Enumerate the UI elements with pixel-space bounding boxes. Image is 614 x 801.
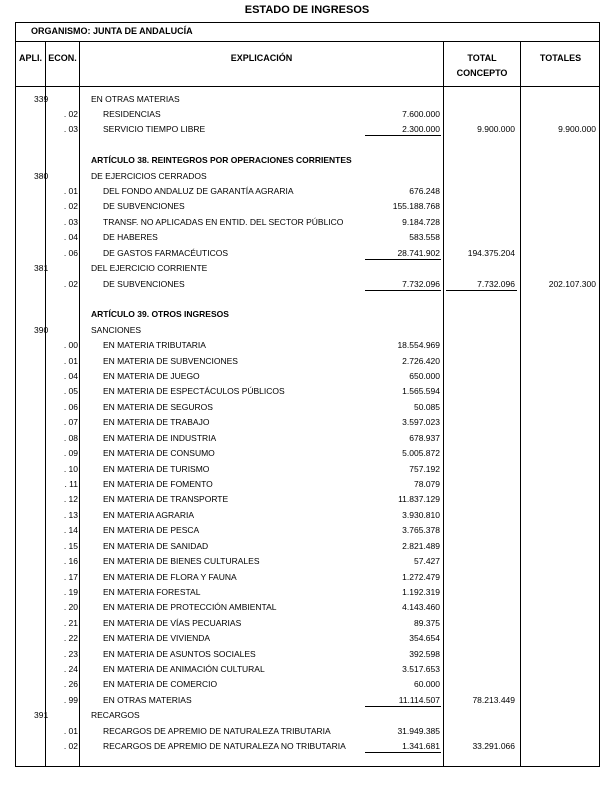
cell-explicacion: EN MATERIA DE TRABAJO bbox=[103, 417, 210, 428]
cell-importe: 78.079 bbox=[414, 479, 440, 489]
cell-importe: 18.554.969 bbox=[397, 340, 440, 351]
cell-explicacion: EN MATERIA AGRARIA bbox=[103, 509, 195, 520]
subtotal-rule bbox=[446, 290, 517, 291]
cell-econ: . 02 bbox=[63, 201, 78, 212]
cell-econ: . 24 bbox=[63, 664, 78, 675]
cell-explicacion: EN MATERIA DE FOMENTO bbox=[103, 479, 213, 489]
cell-explicacion: ARTÍCULO 38. REINTEGROS POR OPERACIONES CORRIENTES bbox=[91, 155, 352, 166]
cell-explicacion: ARTÍCULO 39. OTROS INGRESOS bbox=[91, 309, 229, 320]
table-row bbox=[0, 323, 614, 338]
cell-explicacion: EN MATERIA FORESTAL bbox=[103, 586, 201, 597]
cell-apli: 339 bbox=[34, 93, 49, 104]
cell-importe: 757.192 bbox=[409, 463, 440, 474]
cell-econ: . 02 bbox=[63, 108, 78, 119]
cell-explicacion: EN MATERIA DE SUBVENCIONES bbox=[103, 355, 238, 366]
table-row bbox=[0, 230, 614, 245]
cell-econ: . 04 bbox=[63, 371, 78, 382]
cell-explicacion: EN MATERIA DE BIENES CULTURALES bbox=[103, 556, 260, 567]
subtotal-rule bbox=[365, 290, 441, 291]
cell-econ: . 02 bbox=[63, 741, 78, 752]
table-row bbox=[0, 246, 614, 261]
cell-total-concepto: 7.732.096 bbox=[477, 278, 515, 289]
cell-explicacion: EN MATERIA DE VIVIENDA bbox=[103, 633, 211, 644]
cell-econ: . 08 bbox=[63, 432, 78, 443]
cell-explicacion: EN MATERIA DE INDUSTRIA bbox=[103, 432, 217, 443]
cell-apli: 380 bbox=[34, 170, 49, 181]
table-row bbox=[0, 338, 614, 353]
table-row bbox=[0, 600, 614, 615]
cell-econ: . 22 bbox=[63, 633, 78, 644]
cell-explicacion: EN MATERIA DE SEGUROS bbox=[103, 401, 213, 412]
table-row bbox=[0, 92, 614, 107]
table-row bbox=[0, 292, 614, 307]
cell-totales: 202.107.300 bbox=[548, 278, 596, 289]
cell-explicacion: DE EJERCICIOS CERRADOS bbox=[91, 170, 207, 181]
table-row bbox=[0, 708, 614, 723]
cell-econ: . 06 bbox=[63, 247, 78, 258]
cell-importe: 650.000 bbox=[409, 371, 440, 382]
table-row bbox=[0, 554, 614, 569]
cell-explicacion: DE SUBVENCIONES bbox=[103, 278, 185, 289]
cell-importe: 11.837.129 bbox=[398, 494, 440, 505]
subtotal-rule bbox=[365, 706, 441, 707]
cell-econ: . 17 bbox=[63, 571, 78, 582]
cell-importe: 1.565.594 bbox=[402, 386, 440, 397]
table-row bbox=[0, 415, 614, 430]
table-row bbox=[0, 199, 614, 214]
cell-total-concepto: 9.900.000 bbox=[477, 124, 515, 135]
cell-econ: . 02 bbox=[63, 278, 78, 289]
table-row bbox=[0, 585, 614, 600]
table-row bbox=[0, 616, 614, 631]
cell-explicacion: DEL FONDO ANDALUZ DE GARANTÍA AGRARIA bbox=[103, 186, 294, 197]
header-explicacion: EXPLICACIÓN bbox=[230, 53, 293, 63]
cell-importe: 1.272.479 bbox=[402, 571, 440, 582]
cell-econ: . 07 bbox=[63, 417, 78, 428]
cell-econ: . 03 bbox=[63, 216, 78, 227]
cell-explicacion: DEL EJERCICIO CORRIENTE bbox=[91, 263, 208, 274]
cell-importe: 583.558 bbox=[409, 232, 440, 243]
cell-importe: 3.597.023 bbox=[402, 417, 440, 428]
cell-econ: . 16 bbox=[63, 556, 78, 567]
cell-importe: 676.248 bbox=[409, 186, 440, 197]
cell-importe: 5.005.872 bbox=[402, 448, 440, 459]
table-row bbox=[0, 462, 614, 477]
table-row bbox=[0, 138, 614, 153]
cell-explicacion: EN MATERIA DE ESPECTÁCULOS PÚBLICOS bbox=[103, 386, 285, 397]
organismo-label: ORGANISMO: JUNTA DE ANDALUCÍA bbox=[15, 22, 600, 42]
document-title: ESTADO DE INGRESOS bbox=[244, 4, 370, 16]
cell-importe: 7.600.000 bbox=[402, 108, 440, 119]
cell-importe: 7.732.096 bbox=[402, 278, 440, 289]
cell-importe: 9.184.728 bbox=[402, 216, 440, 227]
cell-importe: 2.300.000 bbox=[402, 124, 440, 135]
cell-importe: 678.937 bbox=[409, 432, 440, 443]
table-row bbox=[0, 647, 614, 662]
table-row bbox=[0, 261, 614, 276]
cell-econ: . 26 bbox=[63, 679, 78, 690]
table-row bbox=[0, 369, 614, 384]
cell-explicacion: EN MATERIA DE TURISMO bbox=[103, 463, 210, 474]
cell-explicacion: SERVICIO TIEMPO LIBRE bbox=[103, 124, 206, 135]
table-row bbox=[0, 400, 614, 415]
table-row bbox=[0, 431, 614, 446]
table-row bbox=[0, 215, 614, 230]
cell-econ: . 14 bbox=[63, 525, 78, 536]
cell-importe: 11.114.507 bbox=[398, 694, 440, 705]
cell-econ: . 13 bbox=[63, 509, 78, 520]
cell-econ: . 01 bbox=[63, 186, 78, 197]
cell-apli: 391 bbox=[34, 710, 49, 721]
table-row bbox=[0, 384, 614, 399]
cell-explicacion: EN MATERIA DE ASUNTOS SOCIALES bbox=[103, 648, 256, 659]
cell-econ: . 23 bbox=[63, 648, 78, 659]
header-totales: TOTALES bbox=[539, 53, 582, 63]
cell-apli: 390 bbox=[34, 324, 49, 335]
cell-econ: . 15 bbox=[63, 540, 78, 551]
cell-explicacion: DE GASTOS FARMACÉUTICOS bbox=[103, 247, 229, 258]
cell-econ: . 10 bbox=[63, 463, 78, 474]
cell-explicacion: EN MATERIA DE FLORA Y FAUNA bbox=[103, 571, 237, 582]
table-row bbox=[0, 508, 614, 523]
cell-importe: 2.726.420 bbox=[402, 355, 440, 366]
cell-explicacion: EN MATERIA DE VÍAS PECUARIAS bbox=[103, 617, 242, 628]
cell-total-concepto: 78.213.449 bbox=[472, 694, 515, 705]
table-row bbox=[0, 539, 614, 554]
cell-econ: . 01 bbox=[63, 725, 78, 736]
cell-econ: . 21 bbox=[63, 617, 78, 628]
cell-importe: 28.741.902 bbox=[397, 247, 440, 258]
cell-importe: 392.598 bbox=[409, 648, 440, 659]
table-row bbox=[0, 277, 614, 292]
cell-importe: 3.517.653 bbox=[402, 664, 440, 675]
subtotal-rule bbox=[365, 752, 441, 753]
cell-explicacion: EN MATERIA DE PESCA bbox=[103, 525, 200, 536]
cell-importe: 1.341.681 bbox=[402, 741, 440, 752]
subtotal-rule bbox=[365, 135, 441, 136]
header-total-concepto-line2: CONCEPTO bbox=[456, 68, 508, 78]
table-row bbox=[0, 122, 614, 137]
table-row bbox=[0, 693, 614, 708]
table-row bbox=[0, 662, 614, 677]
cell-explicacion: SANCIONES bbox=[91, 324, 142, 335]
cell-econ: . 12 bbox=[63, 494, 78, 505]
subtotal-rule bbox=[365, 259, 441, 260]
cell-econ: . 04 bbox=[63, 232, 78, 243]
cell-importe: 3.930.810 bbox=[402, 509, 440, 520]
table-row bbox=[0, 184, 614, 199]
cell-totales: 9.900.000 bbox=[558, 124, 596, 135]
table-row bbox=[0, 354, 614, 369]
cell-econ: . 09 bbox=[63, 448, 78, 459]
cell-explicacion: EN MATERIA DE PROTECCIÓN AMBIENTAL bbox=[103, 602, 277, 613]
cell-econ: . 19 bbox=[63, 586, 78, 597]
cell-explicacion: RECARGOS bbox=[91, 710, 140, 721]
header-total-concepto-line1: TOTAL bbox=[467, 53, 497, 63]
cell-importe: 89.375 bbox=[414, 617, 440, 628]
table-row bbox=[0, 477, 614, 492]
cell-explicacion: EN MATERIA TRIBUTARIA bbox=[103, 340, 206, 351]
cell-apli: 381 bbox=[34, 263, 49, 274]
cell-explicacion: TRANSF. NO APLICADAS EN ENTID. DEL SECTOR PÚBLICO bbox=[103, 216, 344, 227]
table-row bbox=[0, 153, 614, 168]
cell-explicacion: EN MATERIA DE ANIMACIÓN CULTURAL bbox=[103, 664, 265, 675]
cell-importe: 1.192.319 bbox=[402, 586, 440, 597]
cell-explicacion: RECARGOS DE APREMIO DE NATURALEZA TRIBUTARIA bbox=[103, 725, 331, 736]
cell-total-concepto: 33.291.066 bbox=[472, 741, 515, 752]
cell-explicacion: EN MATERIA DE CONSUMO bbox=[103, 448, 215, 459]
cell-importe: 3.765.378 bbox=[402, 525, 440, 536]
cell-explicacion: DE HABERES bbox=[103, 232, 158, 243]
cell-importe: 155.188.768 bbox=[392, 201, 440, 212]
cell-importe: 50.085 bbox=[414, 401, 440, 412]
cell-econ: . 03 bbox=[63, 124, 78, 135]
cell-importe: 354.654 bbox=[409, 633, 440, 644]
table-row bbox=[0, 523, 614, 538]
cell-explicacion: EN MATERIA DE JUEGO bbox=[103, 371, 200, 382]
table-row bbox=[0, 724, 614, 739]
cell-importe: 57.427 bbox=[414, 556, 440, 567]
cell-explicacion: EN MATERIA DE TRANSPORTE bbox=[103, 494, 229, 505]
cell-econ: . 06 bbox=[63, 401, 78, 412]
cell-explicacion: EN MATERIA DE SANIDAD bbox=[103, 540, 209, 551]
cell-explicacion: EN OTRAS MATERIAS bbox=[91, 93, 180, 104]
cell-total-concepto: 194.375.204 bbox=[467, 247, 515, 258]
cell-explicacion: EN MATERIA DE COMERCIO bbox=[103, 679, 218, 690]
table-row bbox=[0, 570, 614, 585]
cell-econ: . 99 bbox=[63, 694, 78, 705]
cell-econ: . 11 bbox=[64, 479, 78, 489]
header-apli: APLI. bbox=[18, 53, 42, 63]
table-row bbox=[0, 492, 614, 507]
cell-importe: 2.821.489 bbox=[402, 540, 440, 551]
cell-explicacion: RESIDENCIAS bbox=[103, 108, 161, 119]
cell-importe: 31.949.385 bbox=[397, 725, 440, 736]
cell-explicacion: EN OTRAS MATERIAS bbox=[103, 694, 192, 705]
table-row bbox=[0, 107, 614, 122]
cell-econ: . 00 bbox=[63, 340, 78, 351]
cell-econ: . 01 bbox=[63, 355, 78, 366]
table-row bbox=[0, 307, 614, 322]
table-row bbox=[0, 169, 614, 184]
cell-importe: 4.143.460 bbox=[402, 602, 440, 613]
table-row bbox=[0, 739, 614, 754]
cell-econ: . 20 bbox=[63, 602, 78, 613]
table-row bbox=[0, 446, 614, 461]
table-row bbox=[0, 631, 614, 646]
cell-explicacion: RECARGOS DE APREMIO DE NATURALEZA NO TRIBUTARIA bbox=[103, 741, 346, 752]
cell-explicacion: DE SUBVENCIONES bbox=[103, 201, 185, 212]
cell-importe: 60.000 bbox=[414, 679, 440, 690]
table-row bbox=[0, 677, 614, 692]
header-econ: ECON. bbox=[48, 53, 77, 63]
cell-econ: . 05 bbox=[63, 386, 78, 397]
